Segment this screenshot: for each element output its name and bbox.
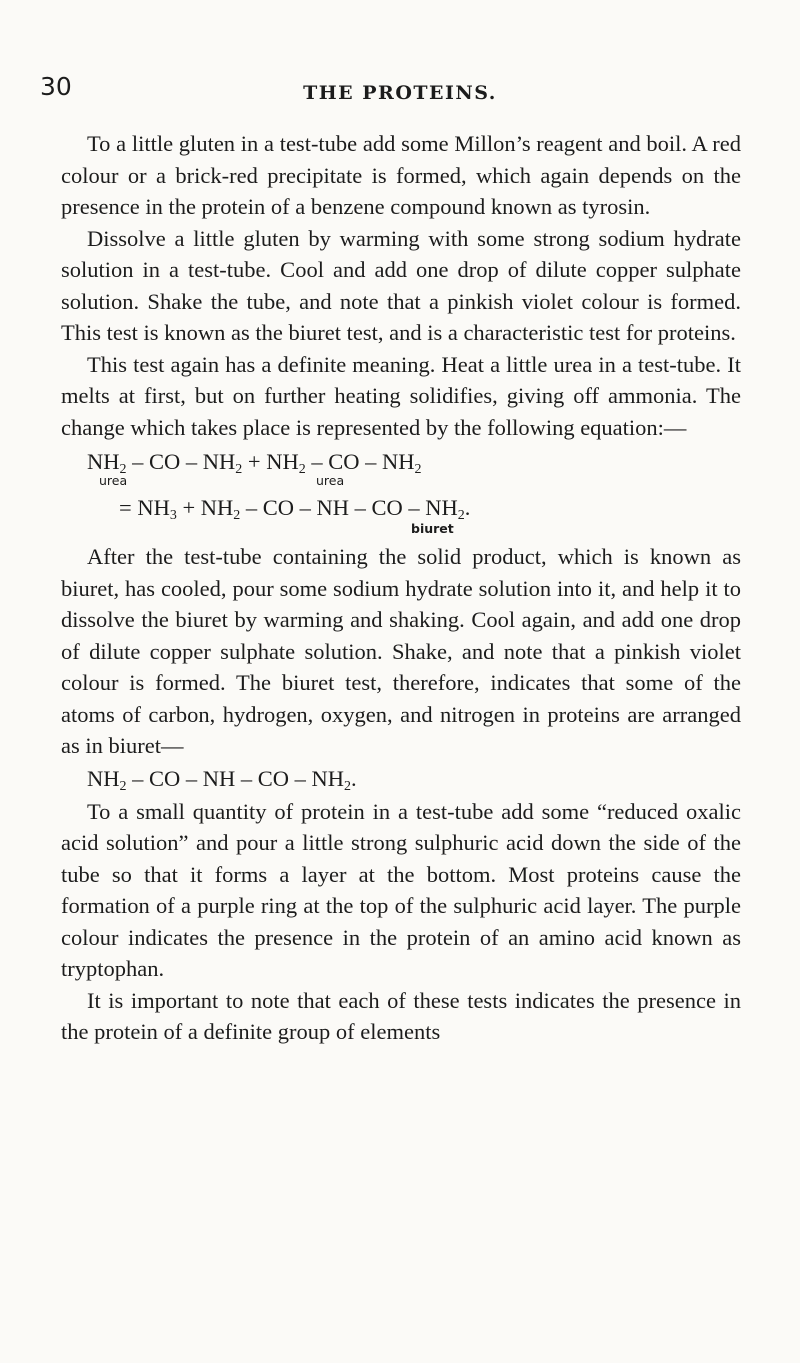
label-biuret: biuret <box>411 521 454 536</box>
biuret-formula: $NH_2$ – CO – NH – CO – $NH_2$. <box>87 765 357 794</box>
paragraph-tryptophan-test: To a small quantity of protein in a test-tube add some “reduced oxalic acid solution” and pour a little strong sulphuric acid down the side of the tube so that it forms a layer at the bottom. Most proteins cause the formation of a purple ring at the top of the sulphuric acid layer. The purple colour indicates the presence in the protein of an amino acid known as tryptophan. <box>61 798 741 981</box>
equation-urea-to-biuret <box>61 443 741 541</box>
equation-line-1: $NH_2$ – CO – $NH_2 + NH_2$ – CO – $NH_2$ <box>87 449 422 477</box>
body-text <box>61 128 741 1048</box>
paragraph-urea-heating: This test again has a definite meaning. Heat a little urea in a test-tube. It melts at first, but on further heating solidifies, giving off ammonia. The change which takes place is represented by the following equation:— <box>61 351 741 440</box>
page-number: 30 <box>40 72 72 101</box>
paragraph-millon-test: To a little gluten in a test-tube add some Millon’s reagent and boil. A red colour or a brick-red precipitate is formed, which again depends on the presence in the protein of a benzene compound known as tyrosin. <box>61 131 741 219</box>
label-urea-2: urea <box>316 473 345 488</box>
running-head: THE PROTEINS. <box>303 82 497 104</box>
equation-line-2: = $NH_3 + NH_2$ – CO – NH – CO – $NH_2$. <box>119 495 471 523</box>
paragraph-biuret-product: After the test-tube containing the solid product, which is known as biuret, has cooled, pour some sodium hydrate solution into it, and help it to dissolve the biuret by warming and shaking. Cool again, and add one drop of dilute copper sulphate solution. Shake, and note that a pinkish violet colour is formed. The biuret test, therefore, indicates that some of the atoms of carbon, hydrogen, oxygen, and nitrogen in proteins are arranged as in biuret— <box>61 544 741 758</box>
paragraph-conclusion: It is important to note that each of these tests indicates the presence in the protein of a definite group of elements <box>61 987 741 1044</box>
label-urea-1: urea <box>99 473 128 488</box>
paragraph-biuret-test: Dissolve a little gluten by warming with some strong sodium hydrate solution in a test-tube. Cool and add one drop of dilute copper sulphate solution. Shake the tube, and note that a pinkish violet colour is formed. This test is known as the biuret test, and is a characteristic test for proteins. <box>61 225 741 345</box>
